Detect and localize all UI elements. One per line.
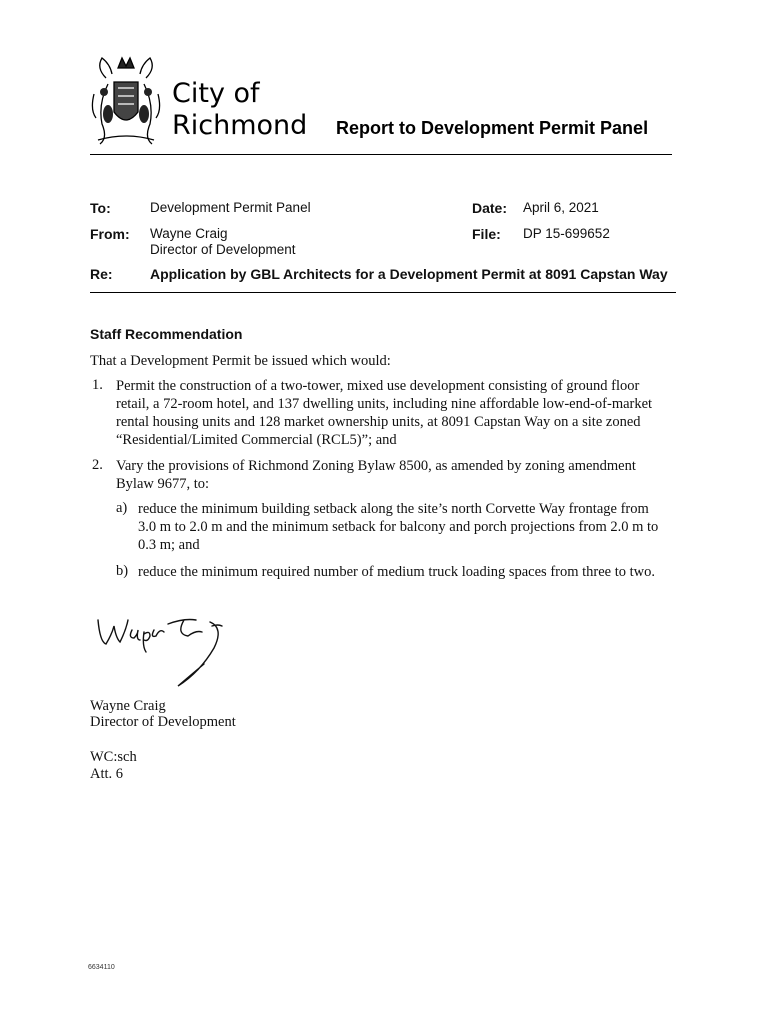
city-name-line1: City of — [172, 78, 260, 109]
item-1-text — [116, 377, 652, 449]
to-value: Development Permit Panel — [150, 200, 311, 215]
item-1-line: retail, a 72-room hotel, and 137 dwelling units, including nine affordable low-end-of-market — [116, 396, 653, 412]
to-label: To: — [90, 200, 111, 216]
recommendation-intro: That a Development Permit be issued which would: — [90, 353, 391, 369]
sub-item-a-line: 0.3 m; and — [138, 537, 200, 553]
date-label: Date: — [472, 200, 508, 216]
initials: WC:sch — [90, 749, 137, 765]
sub-item-a-line: reduce the minimum building setback along the site’s north Corvette Way frontage from — [138, 501, 649, 517]
sub-item-a-line: 3.0 m to 2.0 m and the minimum setback for balcony and porch projections from 2.0 m to — [138, 519, 659, 535]
item-1-line: “Residential/Limited Commercial (RCL5)”; and — [116, 432, 397, 448]
sub-item-b-label: b) — [116, 563, 129, 579]
city-crest-logo — [88, 54, 164, 146]
signature-image — [92, 590, 242, 690]
document-code: 6634110 — [88, 964, 115, 971]
item-1-number: 1. — [92, 377, 103, 393]
sub-item-a-text — [138, 500, 658, 554]
sub-item-a-label: a) — [116, 500, 128, 516]
from-title: Director of Development — [150, 242, 296, 257]
signatory-name: Wayne Craig — [90, 698, 166, 714]
item-2-number: 2. — [92, 457, 103, 473]
item-2-line: Vary the provisions of Richmond Zoning Bylaw 8500, as amended by zoning amendment — [116, 458, 636, 474]
date-value: April 6, 2021 — [523, 200, 599, 215]
from-label: From: — [90, 226, 130, 242]
from-name: Wayne Craig — [150, 226, 228, 241]
section-heading: Staff Recommendation — [90, 326, 243, 342]
sub-item-b-text: reduce the minimum required number of medium truck loading spaces from three to two. — [138, 564, 656, 580]
re-subject: Application by GBL Architects for a Development Permit at 8091 Capstan Way — [150, 266, 668, 282]
memo-divider — [90, 292, 676, 293]
report-title: Report to Development Permit Panel — [336, 118, 649, 138]
header-divider — [90, 154, 672, 155]
city-name-line2: Richmond — [172, 110, 308, 141]
re-label: Re: — [90, 266, 113, 282]
signatory-title: Director of Development — [90, 714, 236, 730]
attachment-note: Att. 6 — [90, 766, 124, 782]
item-2-line: Bylaw 9677, to: — [116, 476, 210, 492]
file-label: File: — [472, 226, 501, 242]
item-1-line: Permit the construction of a two-tower, mixed use development consisting of ground floor — [116, 378, 640, 394]
city-name — [172, 78, 307, 142]
item-2-text — [116, 457, 636, 493]
item-1-line: rental housing units and 128 market ownership units, at 8091 Capstan Way on a site zoned — [116, 414, 641, 430]
file-value: DP 15-699652 — [523, 226, 610, 241]
